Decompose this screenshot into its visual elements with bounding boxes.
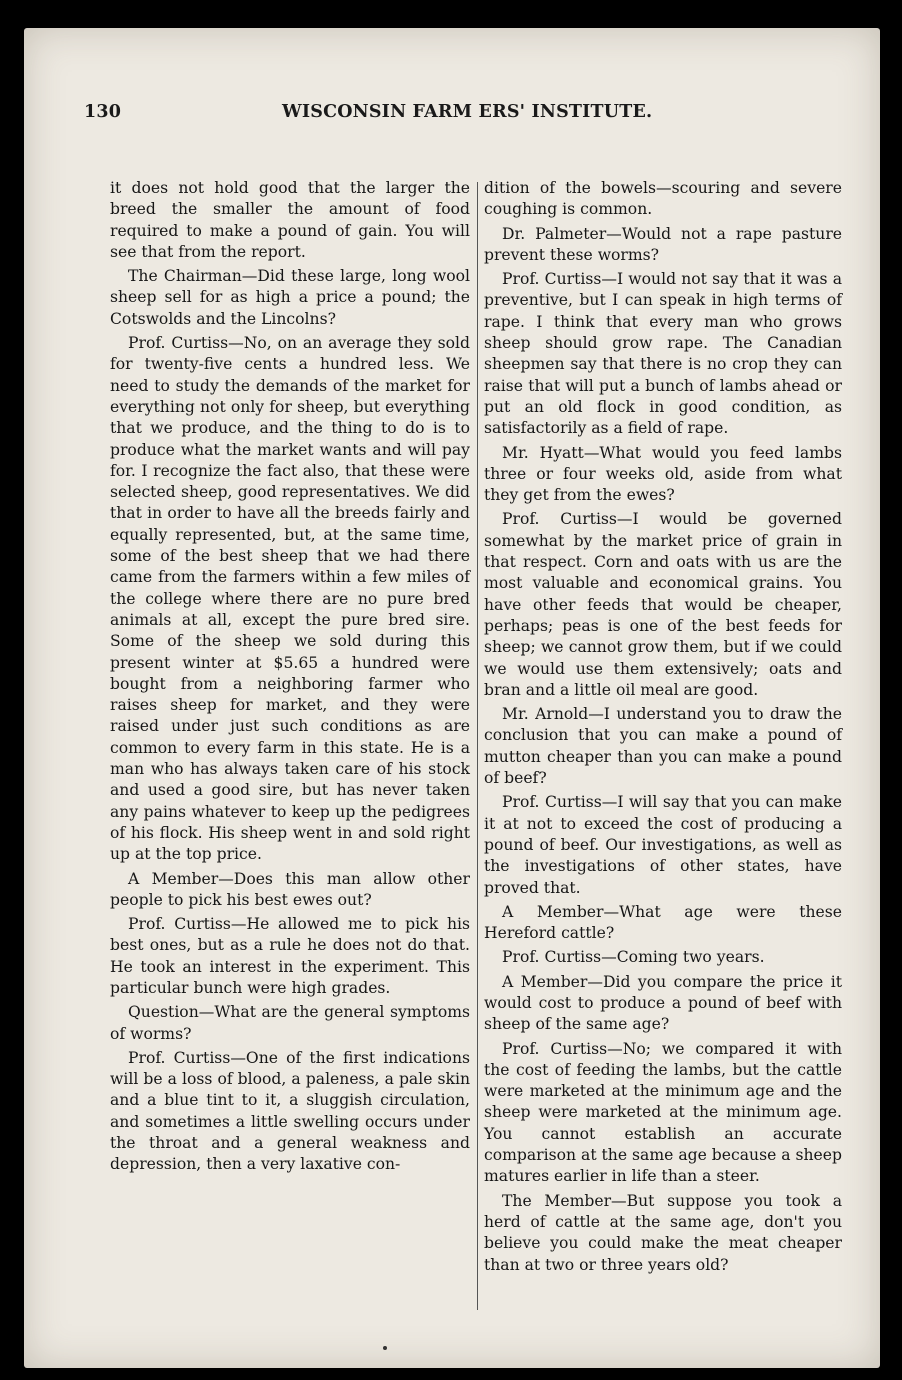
paragraph: A Member—Did you compare the price it would cost to produce a pound of beef with sheep of the same age?: [484, 972, 842, 1034]
print-speck: [383, 1346, 387, 1350]
paragraph: The Member—But suppose you took a herd of cattle at the same age, don't you believe you could make the meat cheaper than at two or three years old?: [484, 1191, 842, 1274]
paragraph: Question—What are the general symptoms of worms?: [110, 1003, 470, 1043]
paragraph: Prof. Curtiss—One of the first indications will be a loss of blood, a paleness, a pale skin and a blue tint to it, a sluggish circulation, and sometimes a little swelling occurs under the throat and a general weakness and depression, then a very laxative con-: [110, 1048, 470, 1174]
paragraph: it does not hold good that the larger the breed the smaller the amount of food required to make a pound of gain. You will see that from the report.: [110, 179, 470, 261]
right-column: [484, 178, 842, 1279]
column-divider: [477, 182, 478, 1310]
paragraph: Mr. Arnold—I understand you to draw the conclusion that you can make a pound of mutton cheaper than you can make a pound of beef?: [484, 705, 842, 788]
running-title: WISCONSIN FARM ERS' INSTITUTE.: [282, 102, 653, 122]
paragraph: Prof. Curtiss—No; we compared it with the cost of feeding the lambs, but the cattle were marketed at the minimum age and the sheep were marketed at the minimum age. You cannot establish an accurate comparison at the same age because a sheep matures earlier in life than a steer.: [484, 1039, 842, 1186]
paragraph: Prof. Curtiss—Coming two years.: [502, 948, 765, 967]
paragraph: A Member—Does this man allow other people to pick his best ewes out?: [110, 869, 470, 909]
paragraph: The Chairman—Did these large, long wool sheep sell for as high a price a pound; the Cotswolds and the Lincolns?: [110, 267, 470, 328]
page-number: 130: [84, 102, 122, 122]
left-column: [110, 178, 470, 1179]
paragraph: Dr. Palmeter—Would not a rape pasture prevent these worms?: [484, 224, 842, 264]
paragraph: Prof. Curtiss—He allowed me to pick his best ones, but as a rule he does not do that. He took an interest in the experiment. This particular bunch were high grades.: [110, 915, 470, 997]
paragraph: Prof. Curtiss—I will say that you can make it at not to exceed the cost of producing a pound of beef. Our investigations, as well as the investigations of other states, have proved that.: [484, 793, 842, 897]
paragraph: Prof. Curtiss—No, on an average they sold for twenty-five cents a hundred less. We need to study the demands of the market for everything not only for sheep, but everything that we produce, and the thing to do is to produce what the market wants and will pay for. I recognize the fact also, that these were selected sheep, good representatives. We did that in order to have all the breeds fairly and equally represented, but, at the same time, some of the best sheep that we had there came from the farmers within a few miles of the college where there are no pure bred animals at all, except the pure bred sire. Some of the sheep we sold during this present winter at $5.65 a hundred were bought from a neighboring farmer who raises sheep for market, and they were raised under just such conditions as are common to every farm in this state. He is a man who has always taken care of his stock and used a good sire, but has never taken any pains whatever to keep up the pedigrees of his flock. His sheep went in and sold right up at the top price.: [110, 334, 470, 864]
paragraph: Prof. Curtiss—I would not say that it was a preventive, but I can speak in high terms of rape. I think that every man who grows sheep should grow rape. The Canadian sheepmen say that there is no crop they can raise that will put a bunch of lambs ahead or put an old flock in good condition, as satisfactorily as a field of rape.: [484, 270, 842, 438]
page-header: [84, 102, 664, 134]
paragraph: Mr. Hyatt—What would you feed lambs three or four weeks old, aside from what they get from the ewes?: [484, 443, 842, 505]
paragraph: A Member—What age were these Hereford cattle?: [484, 902, 842, 943]
paragraph: dition of the bowels—scouring and severe coughing is common.: [484, 179, 842, 219]
paragraph: Prof. Curtiss—I would be governed somewhat by the market price of grain in that respect. Corn and oats with us are the most valuable and economical grains. You have other feeds that would be cheaper, perhaps; peas is one of the best feeds for sheep; we cannot grow them, but if we could we would use them extensively; oats and bran and a little oil meal are good.: [484, 510, 842, 699]
